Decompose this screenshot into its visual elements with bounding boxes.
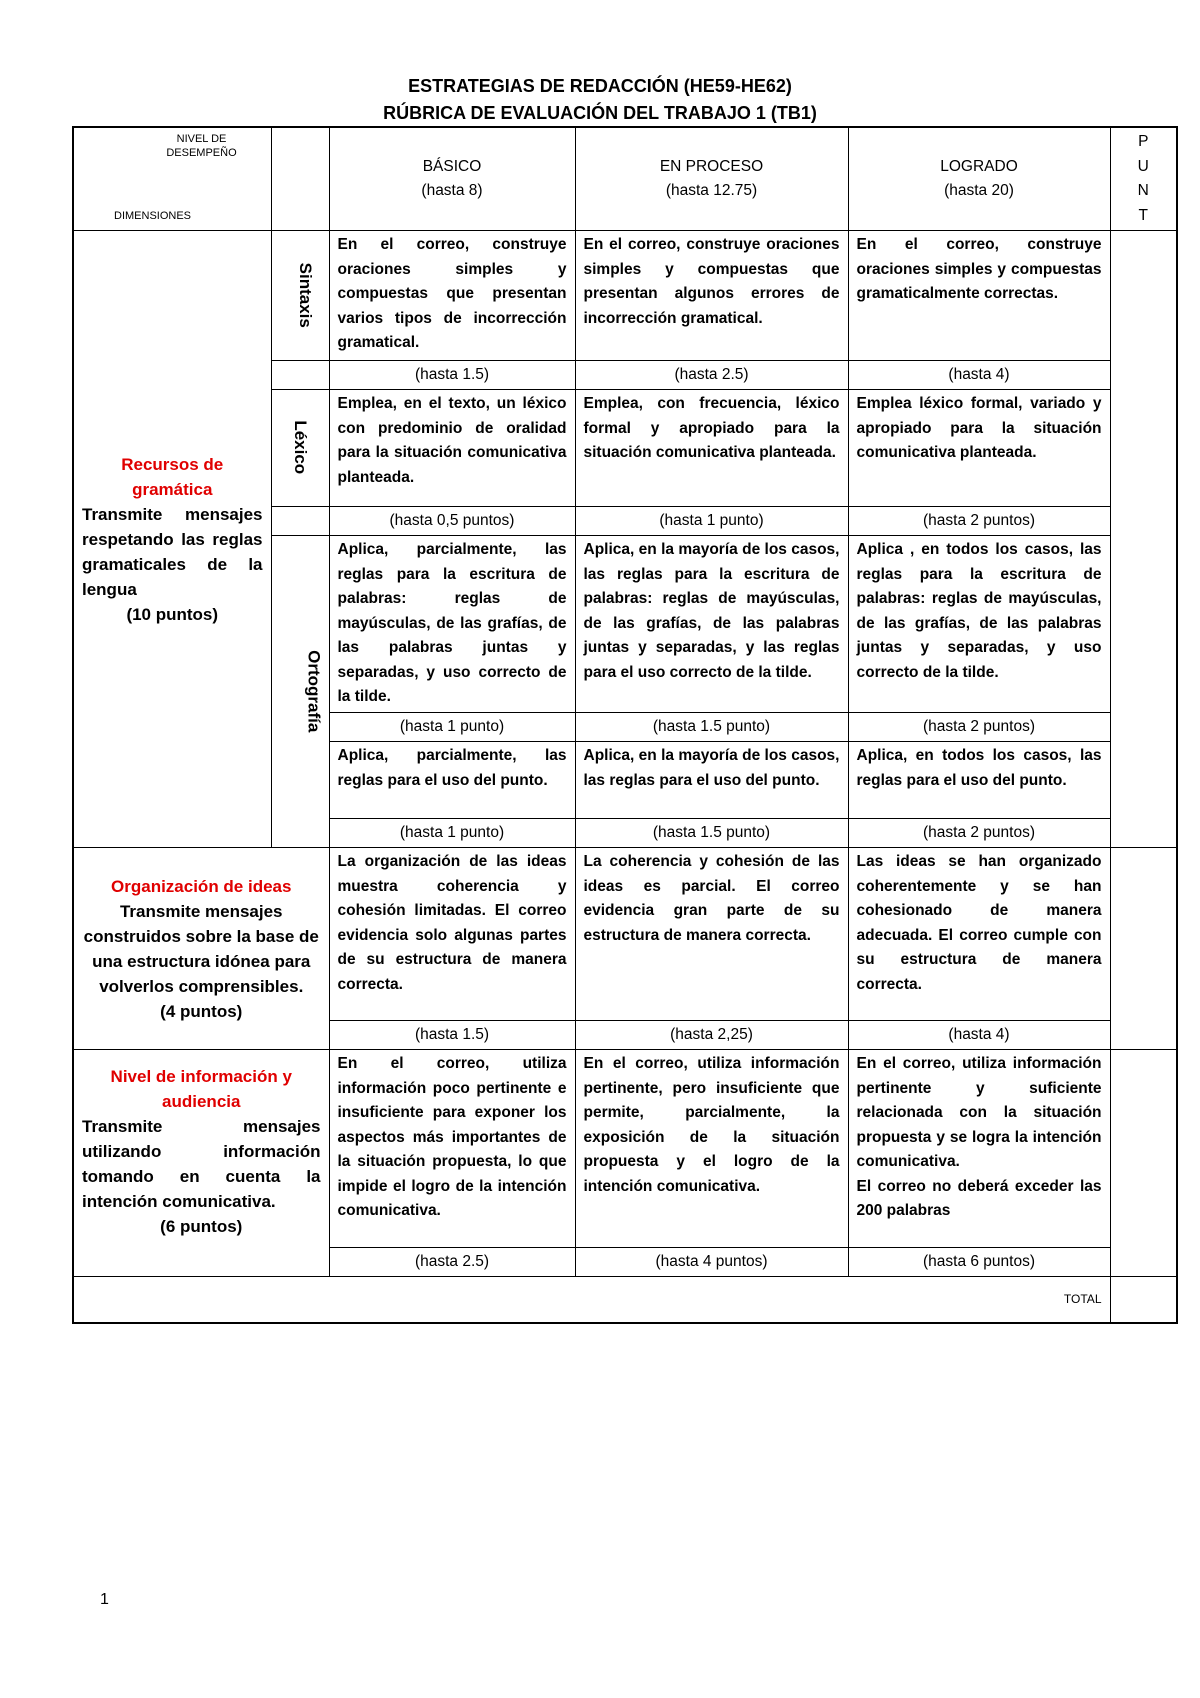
informacion-logrado-note: El correo no deberá exceder las 200 palabras bbox=[856, 1177, 1102, 1219]
lexico-en-proceso: Emplea, con frecuencia, léxico formal y apropiado para la situación comunicativa planteada. bbox=[575, 390, 848, 507]
punt-header bbox=[1110, 127, 1177, 231]
level-basico bbox=[329, 127, 575, 231]
lexico-score-basico: (hasta 0,5 puntos) bbox=[329, 507, 575, 536]
sintaxis-score-en-proceso: (hasta 2.5) bbox=[575, 361, 848, 390]
dimension-organizacion-text: Transmite mensajes construidos sobre la base de una estructura idónea para volverlos comprensibles. bbox=[83, 901, 319, 996]
ortografia-a-score-logrado: (hasta 2 puntos) bbox=[848, 713, 1110, 742]
lexico-score-logrado: (hasta 2 puntos) bbox=[848, 507, 1110, 536]
dimension-informacion-points: (6 puntos) bbox=[160, 1217, 243, 1236]
lexico-score-en-proceso: (hasta 1 punto) bbox=[575, 507, 848, 536]
punt-cell-organizacion bbox=[1110, 848, 1177, 1050]
level-en-proceso-max: (hasta 12.75) bbox=[665, 182, 758, 199]
lexico-basico: Emplea, en el texto, un léxico con predominio de oralidad para la situación comunicativa planteada. bbox=[329, 390, 575, 507]
sintaxis-logrado: En el correo, construye oraciones simples y compuestas gramaticalmente correctas. bbox=[848, 231, 1110, 361]
total-row bbox=[73, 1277, 1177, 1323]
informacion-basico: En el correo, utiliza información poco pertinente e insuficiente para exponer los aspectos más importantes de la situación propuesta, lo que impide el logro de la intención comunicativa. bbox=[329, 1050, 575, 1248]
dimensiones-label: DIMENSIONES bbox=[114, 209, 192, 222]
informacion-row bbox=[73, 1050, 1177, 1248]
nivel-label: NIVEL DE DESEMPEÑO bbox=[166, 133, 237, 159]
dimension-gramatica-points: (10 puntos) bbox=[126, 604, 219, 624]
lexico-logrado: Emplea léxico formal, variado y apropiado para la situación comunicativa planteada. bbox=[848, 390, 1110, 507]
informacion-score-en-proceso: (hasta 4 puntos) bbox=[575, 1248, 848, 1277]
dimension-informacion-text: Transmite mensajes utilizando información tomando en cuenta la intención comunicativa. bbox=[82, 1117, 321, 1211]
document-subtitle: RÚBRICA DE EVALUACIÓN DEL TRABAJO 1 (TB1) bbox=[383, 103, 817, 123]
level-en-proceso-name: EN PROCESO bbox=[659, 157, 764, 175]
ortografia-b-score-en-proceso: (hasta 1.5 punto) bbox=[575, 819, 848, 848]
punt-letter: P bbox=[1138, 133, 1149, 150]
dimension-organizacion bbox=[73, 848, 329, 1050]
ortografia-a-basico: Aplica, parcialmente, las reglas para la escritura de palabras: reglas de mayúsculas, de las grafías, de las palabras juntas y separadas, y uso correcto de la tilde. bbox=[329, 536, 575, 713]
organizacion-row bbox=[73, 848, 1177, 1021]
page-number: 1 bbox=[100, 1591, 109, 1608]
ortografia-label-cell bbox=[271, 536, 329, 848]
organizacion-basico: La organización de las ideas muestra coherencia y cohesión limitadas. El correo evidencia solo algunas partes de su estructura de manera correcta. bbox=[329, 848, 575, 1021]
ortografia-a-score-en-proceso: (hasta 1.5 punto) bbox=[575, 713, 848, 742]
informacion-score-basico: (hasta 2.5) bbox=[329, 1248, 575, 1277]
sintaxis-row bbox=[73, 231, 1177, 361]
ortografia-a-score-basico: (hasta 1 punto) bbox=[329, 713, 575, 742]
punt-cell-informacion bbox=[1110, 1050, 1177, 1277]
dimension-informacion-name: Nivel de información y audiencia bbox=[110, 1067, 292, 1111]
organizacion-logrado: Las ideas se han organizado coherentemente y se han cohesionado de manera adecuada. El correo cumple con su estructura de manera correcta. bbox=[848, 848, 1110, 1021]
informacion-en-proceso: En el correo, utiliza información pertinente, pero insuficiente que permite, parcialmente, la exposición de la situación propuesta y el logro de la intención comunicativa. bbox=[575, 1050, 848, 1248]
total-value-cell bbox=[1110, 1277, 1177, 1323]
rubric-table bbox=[72, 126, 1178, 1324]
sintaxis-score-basico: (hasta 1.5) bbox=[329, 361, 575, 390]
organizacion-score-logrado: (hasta 4) bbox=[848, 1021, 1110, 1050]
blank-cell bbox=[271, 361, 329, 390]
ortografia-a-logrado: Aplica , en todos los casos, las reglas para la escritura de palabras: reglas de mayúsculas, de las grafías, de las palabras juntas y separadas, y uso correcto de la tilde. bbox=[848, 536, 1110, 713]
ortografia-b-en-proceso: Aplica, en la mayoría de los casos, las reglas para el uso del punto. bbox=[575, 742, 848, 819]
punt-letter: T bbox=[1138, 206, 1148, 224]
punt-cell-gramatica bbox=[1110, 231, 1177, 848]
ortografia-b-score-basico: (hasta 1 punto) bbox=[329, 819, 575, 848]
informacion-logrado bbox=[848, 1050, 1110, 1248]
ortografia-a-en-proceso: Aplica, en la mayoría de los casos, las reglas para la escritura de palabras: reglas de mayúsculas, de las grafías, de las palabras juntas y separadas, y las reglas para el uso correcto de la tilde. bbox=[575, 536, 848, 713]
informacion-logrado-text: En el correo, utiliza información pertinente y suficiente relacionada con la situación propuesta y se logra la intención comunicativa. bbox=[856, 1055, 1102, 1170]
level-basico-name: BÁSICO bbox=[422, 157, 482, 175]
sintaxis-en-proceso: En el correo, construye oraciones simples y compuestas que presentan algunos errores de incorrección gramatical. bbox=[575, 231, 848, 361]
corner-cell bbox=[73, 127, 271, 231]
document-title: ESTRATEGIAS DE REDACCIÓN (HE59-HE62) bbox=[408, 76, 792, 96]
level-logrado-name: LOGRADO bbox=[940, 157, 1018, 175]
header-blank-cell bbox=[271, 127, 329, 231]
organizacion-en-proceso: La coherencia y cohesión de las ideas es parcial. El correo evidencia gran parte de su estructura de manera correcta. bbox=[575, 848, 848, 1021]
sintaxis-score-logrado: (hasta 4) bbox=[848, 361, 1110, 390]
dimension-informacion bbox=[73, 1050, 329, 1277]
ortografia-b-score-logrado: (hasta 2 puntos) bbox=[848, 819, 1110, 848]
ortografia-b-logrado: Aplica, en todos los casos, las reglas para el uso del punto. bbox=[848, 742, 1110, 819]
header-row bbox=[73, 127, 1177, 231]
dimension-gramatica-name: Recursos de gramática bbox=[121, 454, 224, 499]
dimension-gramatica-text: Transmite mensajes respetando las reglas gramaticales de la lengua bbox=[82, 504, 263, 599]
punt-letter: U bbox=[1137, 157, 1149, 175]
total-label: TOTAL bbox=[73, 1277, 1110, 1323]
ortografia-b-basico: Aplica, parcialmente, las reglas para el uso del punto. bbox=[329, 742, 575, 819]
organizacion-score-basico: (hasta 1.5) bbox=[329, 1021, 575, 1050]
lexico-label-cell bbox=[271, 390, 329, 507]
sintaxis-basico: En el correo, construye oraciones simples y compuestas que presentan varios tipos de incorrección gramatical. bbox=[329, 231, 575, 361]
organizacion-score-en-proceso: (hasta 2,25) bbox=[575, 1021, 848, 1050]
sintaxis-label: Sintaxis bbox=[295, 262, 315, 328]
level-logrado-max: (hasta 20) bbox=[944, 182, 1014, 199]
dimension-organizacion-name: Organización de ideas bbox=[111, 876, 292, 896]
punt-letter: N bbox=[1137, 182, 1149, 199]
blank-cell bbox=[271, 507, 329, 536]
level-logrado bbox=[848, 127, 1110, 231]
level-basico-max: (hasta 8) bbox=[421, 182, 483, 199]
dimension-gramatica bbox=[73, 231, 271, 848]
ortografia-label: Ortografía bbox=[303, 649, 323, 733]
sintaxis-label-cell bbox=[271, 231, 329, 361]
informacion-score-logrado: (hasta 6 puntos) bbox=[848, 1248, 1110, 1277]
level-en-proceso bbox=[575, 127, 848, 231]
dimension-organizacion-points: (4 puntos) bbox=[160, 1001, 243, 1021]
lexico-label: Léxico bbox=[291, 420, 311, 475]
